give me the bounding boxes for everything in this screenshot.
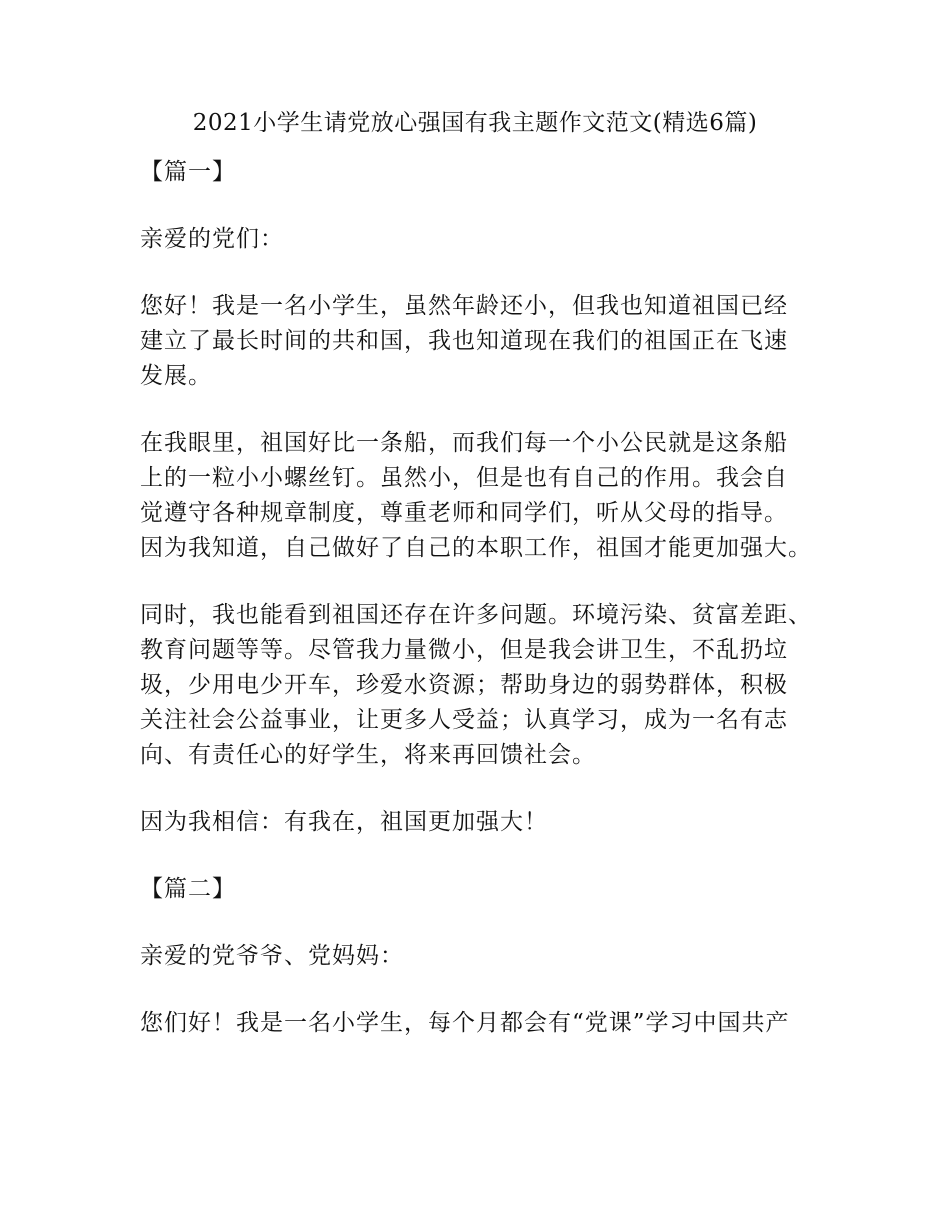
text-line: 圾，少用电少开车，珍爱水资源；帮助身边的弱势群体，积极 (140, 672, 788, 698)
text-line: 在我眼里，祖国好比一条船，而我们每一个小公民就是这条船 (140, 430, 788, 456)
text-line: 觉遵守各种规章制度，尊重老师和同学们，听从父母的指导。 (140, 500, 788, 526)
text-line: 因为我知道，自己做好了自己的本职工作，祖国才能更加强大。 (140, 535, 812, 561)
greeting: 亲爱的党们： (140, 226, 284, 252)
document-title: 2021小学生请党放心强国有我主题作文范文(精选6篇) (192, 110, 758, 136)
text-line: 上的一粒小小螺丝钉。虽然小，但是也有自己的作用。我会自 (140, 465, 788, 491)
text-line: 发展。 (140, 363, 212, 389)
paragraph (140, 598, 840, 773)
text-line: 建立了最长时间的共和国，我也知道现在我们的祖国正在飞速 (140, 328, 788, 354)
text-line: 同时，我也能看到祖国还存在许多问题。环境污染、贫富差距、 (140, 602, 812, 628)
section-heading: 【篇一】 (140, 159, 236, 185)
text-line: 您好！我是一名小学生，虽然年龄还小，但我也知道祖国已经 (140, 293, 788, 319)
document-body (140, 155, 840, 1073)
text-line: 向、有责任心的好学生，将来再回馈社会。 (140, 742, 596, 768)
text-line: 您们好！我是一名小学生，每个月都会有“党课”学习中国共产 (140, 1010, 790, 1036)
paragraph (140, 289, 840, 394)
text-line: 教育问题等等。尽管我力量微小，但是我会讲卫生，不乱扔垃 (140, 637, 788, 663)
paragraph (140, 1006, 840, 1041)
section-heading: 【篇二】 (140, 876, 236, 902)
text-line: 因为我相信：有我在，祖国更加强大！ (140, 809, 548, 835)
greeting: 亲爱的党爷爷、党妈妈： (140, 943, 404, 969)
paragraph (140, 805, 840, 840)
paragraph (140, 426, 840, 566)
text-line: 关注社会公益事业，让更多人受益；认真学习，成为一名有志 (140, 707, 788, 733)
